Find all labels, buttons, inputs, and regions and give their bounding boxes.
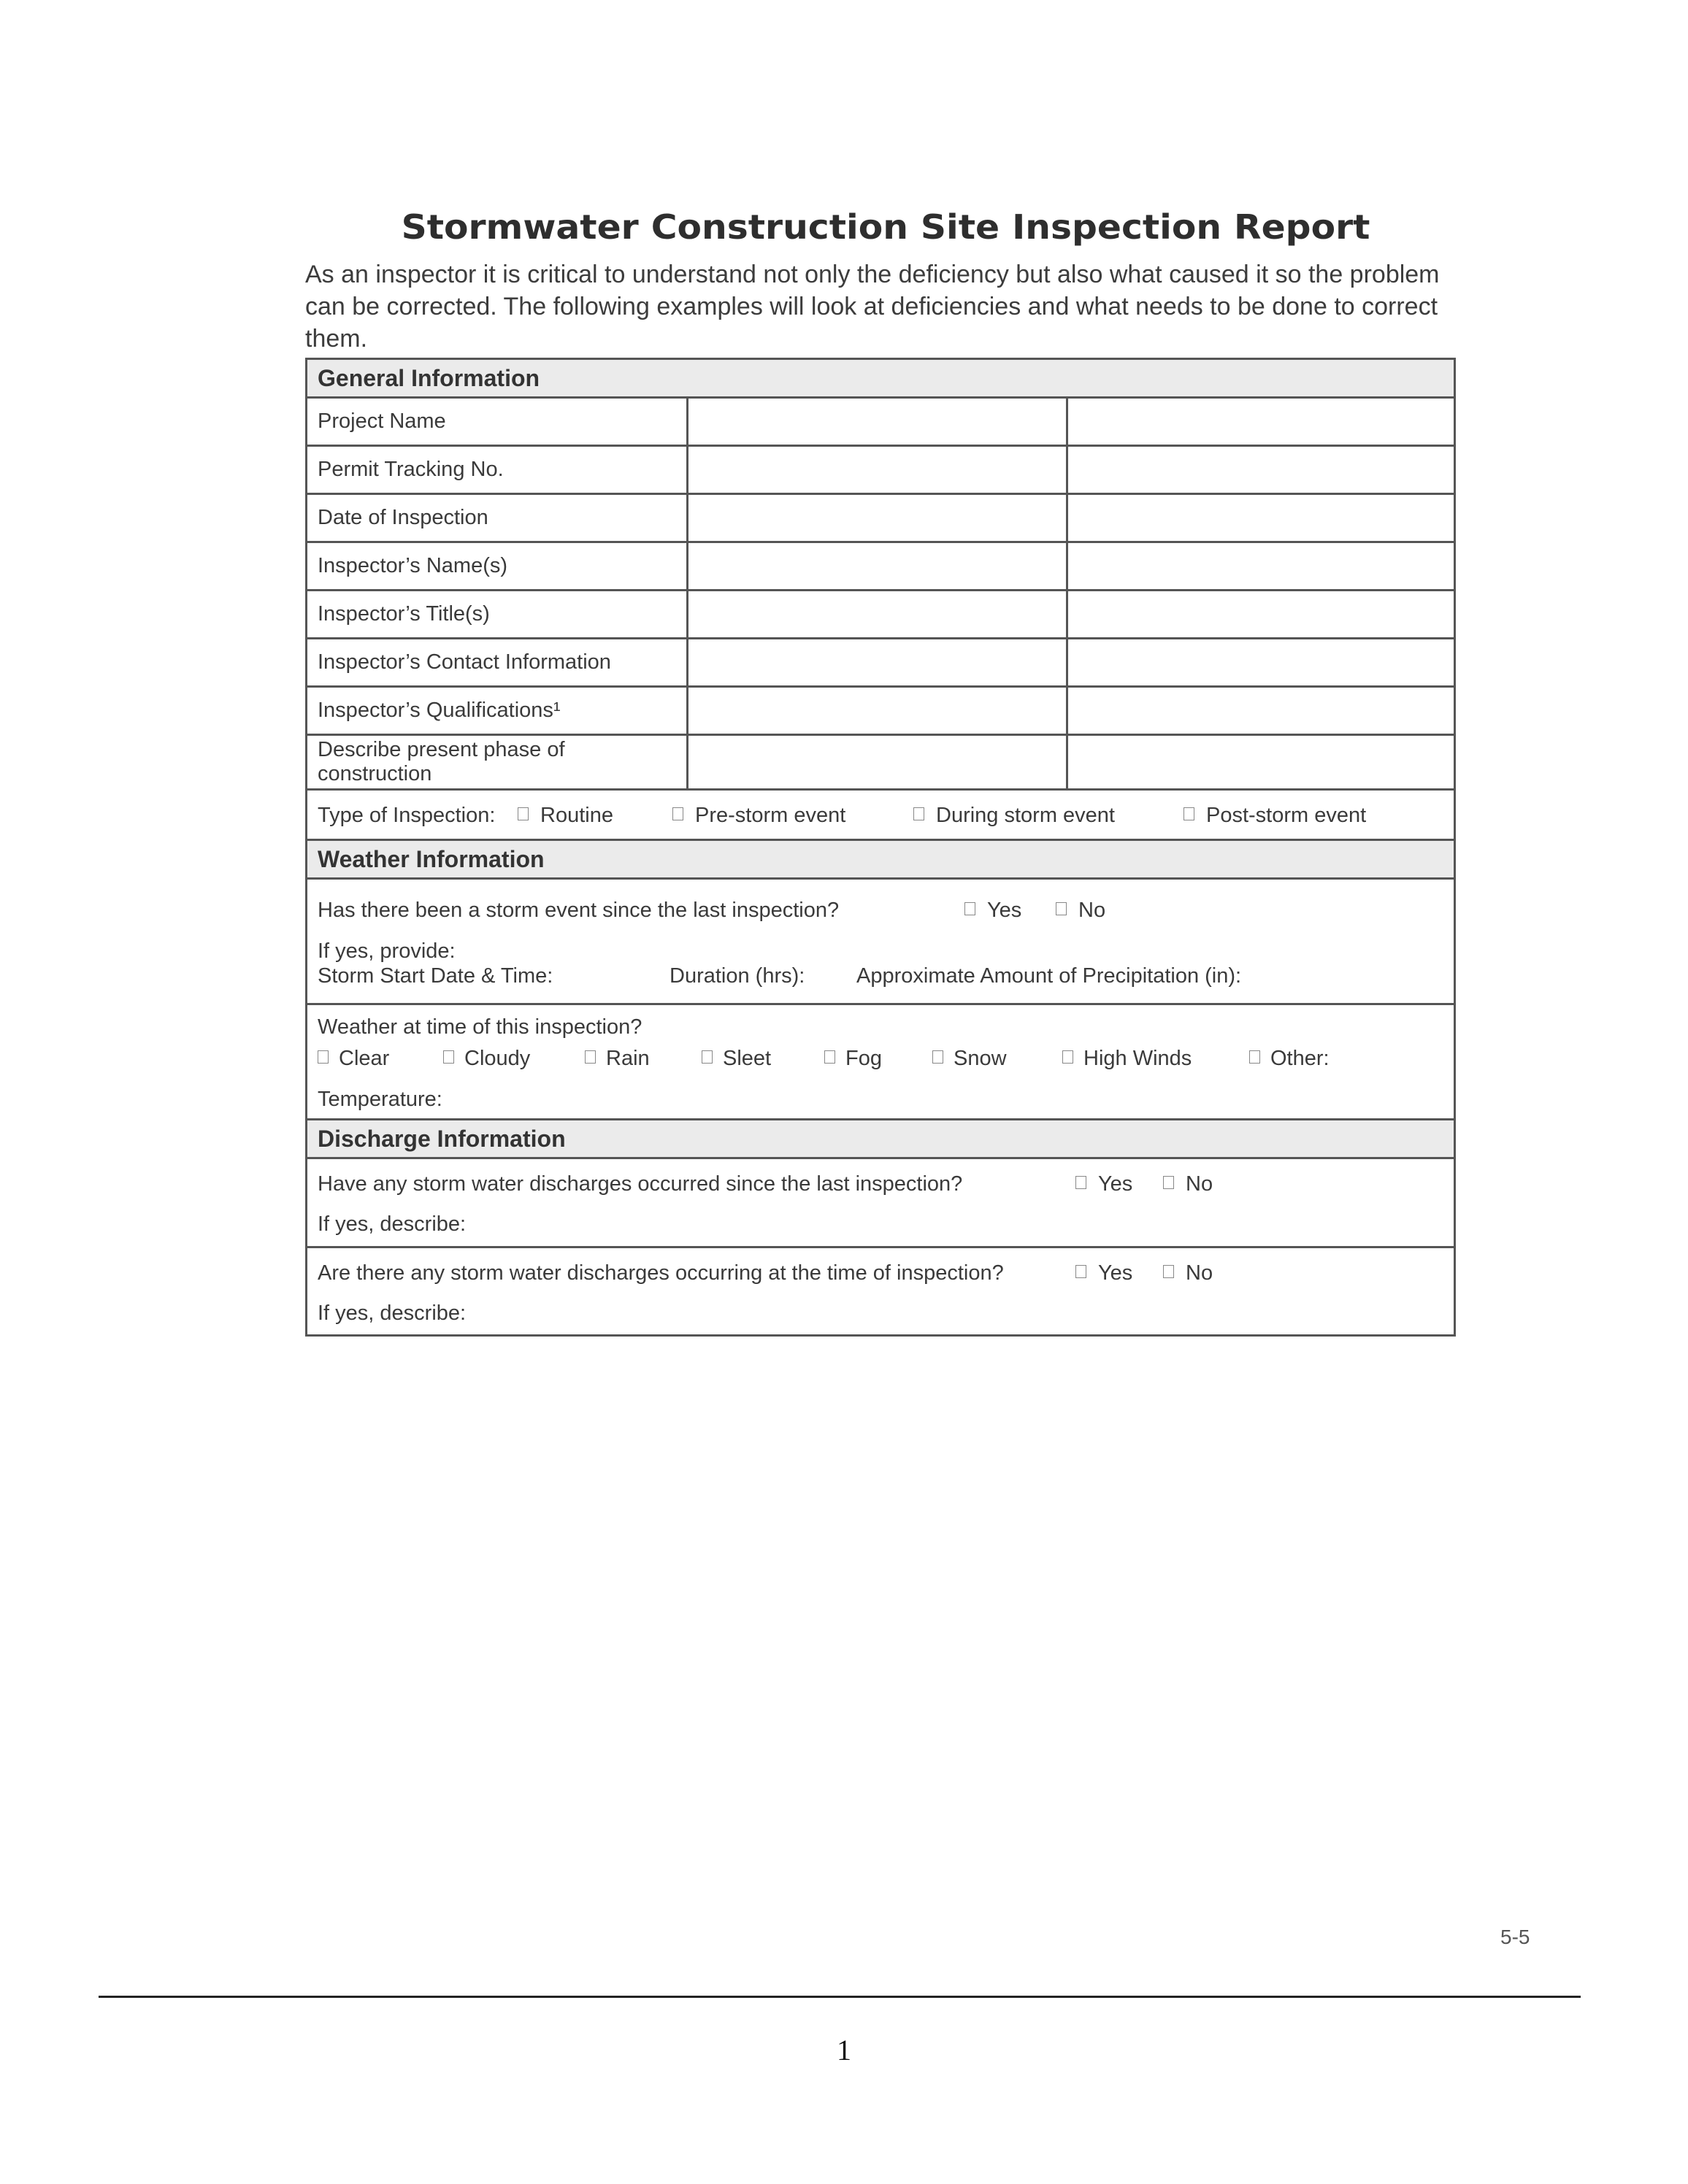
checkbox-icon[interactable]	[1056, 902, 1067, 915]
other-option[interactable]: Other:	[1249, 1047, 1330, 1071]
permit-tracking-field-2[interactable]	[1067, 446, 1454, 494]
inspection-form	[305, 358, 1456, 1337]
pre-storm-option[interactable]: Pre-storm event	[672, 804, 845, 828]
inspector-titles-field-1[interactable]	[687, 591, 1067, 639]
construction-phase-field-2[interactable]	[1067, 735, 1454, 790]
date-of-inspection-field-1[interactable]	[687, 494, 1067, 542]
discharge-occurred-box	[307, 1159, 1454, 1248]
table-row	[307, 494, 1454, 542]
inspector-titles-label: Inspector’s Title(s)	[307, 591, 687, 639]
checkbox-icon[interactable]	[932, 1050, 943, 1064]
discharge-occurring-question: Are there any storm water discharges occurring at the time of inspection?	[318, 1261, 1004, 1285]
project-name-field-2[interactable]	[1067, 399, 1454, 446]
discharge-occurring-describe-label: If yes, describe:	[318, 1301, 467, 1325]
inspector-qualifications-field-1[interactable]	[687, 687, 1067, 735]
type-of-inspection-row	[307, 791, 1454, 841]
inspector-contact-field-1[interactable]	[687, 639, 1067, 687]
inspector-titles-field-2[interactable]	[1067, 591, 1454, 639]
cloudy-option[interactable]: Cloudy	[443, 1047, 530, 1071]
storm-event-box	[307, 880, 1454, 1005]
checkbox-icon[interactable]	[1163, 1265, 1174, 1278]
duration-label: Duration (hrs):	[670, 964, 805, 988]
inspector-qualifications-label: Inspector’s Qualifications¹	[307, 687, 687, 735]
weather-conditions-box	[307, 1005, 1454, 1120]
inspector-qualifications-field-2[interactable]	[1067, 687, 1454, 735]
permit-tracking-label: Permit Tracking No.	[307, 446, 687, 494]
checkbox-icon[interactable]	[913, 807, 924, 820]
precipitation-label: Approximate Amount of Precipitation (in):	[856, 964, 1242, 988]
discharge-occurred-yes-option[interactable]: Yes	[1075, 1172, 1132, 1196]
intro-paragraph: As an inspector it is critical to understand not only the deficiency but also what caused it so the problem can be corrected. The following examples will look at deficiencies and what needs to be done to correct them.	[305, 261, 1440, 353]
sleet-option[interactable]: Sleet	[702, 1047, 771, 1071]
inspector-names-field-1[interactable]	[687, 542, 1067, 591]
section-page-number: 5-5	[1500, 1926, 1530, 1948]
snow-option[interactable]: Snow	[932, 1047, 1007, 1071]
routine-option[interactable]: Routine	[518, 804, 613, 828]
table-row	[307, 399, 1454, 446]
checkbox-icon[interactable]	[672, 807, 683, 820]
fog-option[interactable]: Fog	[824, 1047, 882, 1071]
date-of-inspection-label: Date of Inspection	[307, 494, 687, 542]
checkbox-icon[interactable]	[443, 1050, 454, 1064]
checkbox-icon[interactable]	[518, 807, 529, 820]
weather-question: Weather at time of this inspection?	[318, 1015, 642, 1039]
storm-start-label: Storm Start Date & Time:	[318, 964, 553, 988]
checkbox-icon[interactable]	[1183, 807, 1194, 820]
rain-option[interactable]: Rain	[585, 1047, 650, 1071]
checkbox-icon[interactable]	[824, 1050, 835, 1064]
table-row	[307, 639, 1454, 687]
checkbox-icon[interactable]	[1062, 1050, 1073, 1064]
checkbox-icon[interactable]	[1249, 1050, 1260, 1064]
discharge-occurring-no-option[interactable]: No	[1163, 1261, 1213, 1285]
storm-yes-option[interactable]: Yes	[964, 899, 1021, 923]
checkbox-icon[interactable]	[1075, 1176, 1086, 1189]
if-yes-provide-label: If yes, provide:	[318, 939, 456, 963]
project-name-field-1[interactable]	[687, 399, 1067, 446]
table-row	[307, 542, 1454, 591]
storm-no-option[interactable]: No	[1056, 899, 1105, 923]
table-row	[307, 446, 1454, 494]
discharge-occurred-question: Have any storm water discharges occurred since the last inspection?	[318, 1172, 963, 1196]
checkbox-icon[interactable]	[318, 1050, 329, 1064]
document-title: Stormwater Construction Site Inspection Report	[401, 207, 1370, 247]
construction-phase-field-1[interactable]	[687, 735, 1067, 790]
footer-divider	[99, 1996, 1581, 1998]
table-row	[307, 687, 1454, 735]
discharge-occurring-yes-option[interactable]: Yes	[1075, 1261, 1132, 1285]
date-of-inspection-field-2[interactable]	[1067, 494, 1454, 542]
type-of-inspection-label: Type of Inspection:	[318, 804, 496, 827]
checkbox-icon[interactable]	[964, 902, 975, 915]
discharge-occurred-no-option[interactable]: No	[1163, 1172, 1213, 1196]
table-row	[307, 591, 1454, 639]
during-storm-option[interactable]: During storm event	[913, 804, 1115, 828]
inspector-names-label: Inspector’s Name(s)	[307, 542, 687, 591]
checkbox-icon[interactable]	[585, 1050, 596, 1064]
page-number: 1	[837, 2034, 851, 2066]
clear-option[interactable]: Clear	[318, 1047, 389, 1071]
table-row	[307, 735, 1454, 790]
storm-event-question: Has there been a storm event since the last inspection?	[318, 899, 840, 922]
discharge-occurred-describe-label: If yes, describe:	[318, 1212, 467, 1236]
project-name-label: Project Name	[307, 399, 687, 446]
general-information-heading: General Information	[307, 360, 1454, 399]
high-winds-option[interactable]: High Winds	[1062, 1047, 1192, 1071]
checkbox-icon[interactable]	[1163, 1176, 1174, 1189]
checkbox-icon[interactable]	[1075, 1265, 1086, 1278]
permit-tracking-field-1[interactable]	[687, 446, 1067, 494]
inspector-contact-field-2[interactable]	[1067, 639, 1454, 687]
discharge-information-heading: Discharge Information	[307, 1120, 1454, 1159]
post-storm-option[interactable]: Post-storm event	[1183, 804, 1366, 828]
general-information-table	[307, 399, 1454, 791]
checkbox-icon[interactable]	[702, 1050, 713, 1064]
discharge-occurring-box	[307, 1248, 1454, 1334]
temperature-label: Temperature:	[318, 1088, 442, 1111]
construction-phase-label: Describe present phase of construction	[307, 735, 687, 790]
weather-information-heading: Weather Information	[307, 841, 1454, 880]
inspector-names-field-2[interactable]	[1067, 542, 1454, 591]
inspector-contact-label: Inspector’s Contact Information	[307, 639, 687, 687]
